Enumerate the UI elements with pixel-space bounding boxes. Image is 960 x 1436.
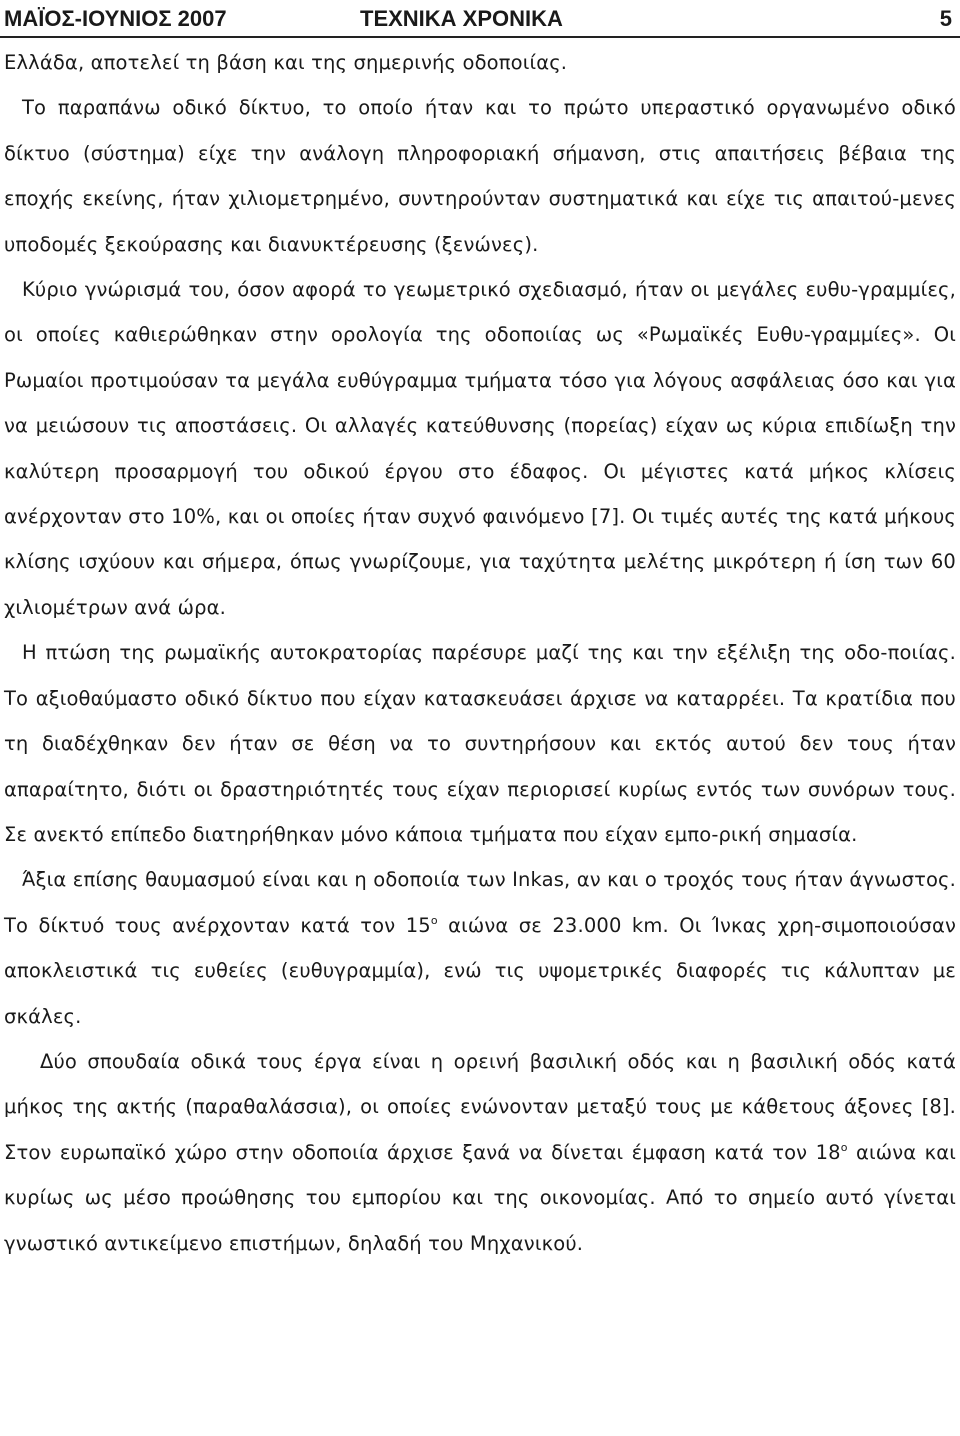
- issue-date: ΜΑΪΟΣ-ΙΟΥΝΙΟΣ 2007: [4, 6, 227, 31]
- paragraph-2: Το παραπάνω οδικό δίκτυο, το οποίο ήταν και το πρώτο υπεραστικό οργανωμένο οδικό δίκτυο (σύστημα) είχε την ανάλογη πληροφοριακή σήμανση, στις απαιτήσεις βέβαια της εποχής εκείνης, ήταν χιλιομετρημένο, συντηρούνταν συστηματικά και είχε τις απαιτού-μενες υποδομές ξεκούρασης και διανυκτέρευσης (ξενώνες).: [4, 96, 956, 256]
- paragraph-6: [4, 1039, 956, 1266]
- ordinal-superscript: ο: [840, 1140, 848, 1154]
- ordinal-superscript: ο: [430, 913, 438, 927]
- paragraph-6-text-b: αιώνα και κυρίως ως μέσο προώθησης του εμπορίου και της οικονομίας. Από το σημείο αυτό γίνεται γνωστικό αντικείμενο επιστήμων, δηλαδή του Μηχανικού.: [4, 1140, 956, 1255]
- paragraph-5-text-b: αιώνα σε 23.000 km. Οι Ίνκας χρη-σιμοποιούσαν αποκλειστικά τις ευθείες (ευθυγραμμία), ενώ τις υψομετρικές διαφορές τις κάλυπταν με σκάλες.: [4, 913, 956, 1028]
- page-number: 5: [939, 6, 952, 31]
- article-body: [4, 40, 956, 1266]
- paragraph-4: Η πτώση της ρωμαϊκής αυτοκρατορίας παρέσυρε μαζί της και την εξέλιξη της οδο-ποιίας. Το αξιοθαύμαστο οδικό δίκτυο που είχαν κατασκευάσει άρχισε να καταρρέει. Τα κρατίδια που τη διαδέχθηκαν δεν ήταν σε θέση να το συντηρήσουν και εκτός αυτού δεν τους ήταν απαραίτητο, διότι οι δραστηριότητές τους είχαν περιορισεί κυρίως εντός των συνόρων τους. Σε ανεκτό επίπεδο διατηρήθηκαν μόνο κάποια τμήματα που είχαν εμπο-ρική σημασία.: [4, 641, 956, 846]
- paragraph-5-text-a: Άξια επίσης θαυμασμού είναι και η οδοποιία των Inkas, αν και ο τροχός τους ήταν άγνωστος. Το δίκτυό τους ανέρχονταν κατά τον 15: [4, 868, 956, 937]
- paragraph-5: [4, 857, 956, 1039]
- page-header: [4, 2, 956, 36]
- journal-title: ΤΕΧΝΙΚΑ ΧΡΟΝΙΚΑ: [360, 6, 563, 31]
- header-rule: [0, 36, 960, 38]
- paragraph-3: Κύριο γνώρισμά του, όσον αφορά το γεωμετρικό σχεδιασμό, ήταν οι μεγάλες ευθυ-γραμμίες, οι οποίες καθιερώθηκαν στην ορολογία της οδοποιίας ως «Ρωμαϊκές Ευθυ-γραμμίες». Οι Ρωμαίοι προτιμούσαν τα μεγάλα ευθύγραμμα τμήματα τόσο για λόγους ασφάλειας όσο και για να μειώσουν τις αποστάσεις. Οι αλλαγές κατεύθυνσης (πορείας) είχαν ως κύρια επιδίωξη την καλύτερη προσαρμογή του οδικού έργου στο έδαφος. Οι μέγιστες κατά μήκος κλίσεις ανέρχονταν στο 10%, και οι οποίες ήταν συχνό φαινόμενο [7]. Οι τιμές αυτές της κατά μήκους κλίσης ισχύουν και σήμερα, όπως γνωρίζουμε, για ταχύτητα μελέτης μικρότερη ή ίση των 60 χιλιομέτρων ανά ώρα.: [4, 278, 956, 619]
- paragraph-1: Ελλάδα, αποτελεί τη βάση και της σημερινής οδοποιίας.: [4, 51, 568, 74]
- paragraph-6-text-a: Δύο σπουδαία οδικά τους έργα είναι η ορεινή βασιλική οδός και η βασιλική οδός κατά μήκος της ακτής (παραθαλάσσια), οι οποίες ενώνονταν μεταξύ τους με κάθετους άξονες [8]. Στον ευρωπαϊκό χώρο στην οδοποιία άρχισε ξανά να δίνεται έμφαση κατά τον 18: [4, 1049, 956, 1164]
